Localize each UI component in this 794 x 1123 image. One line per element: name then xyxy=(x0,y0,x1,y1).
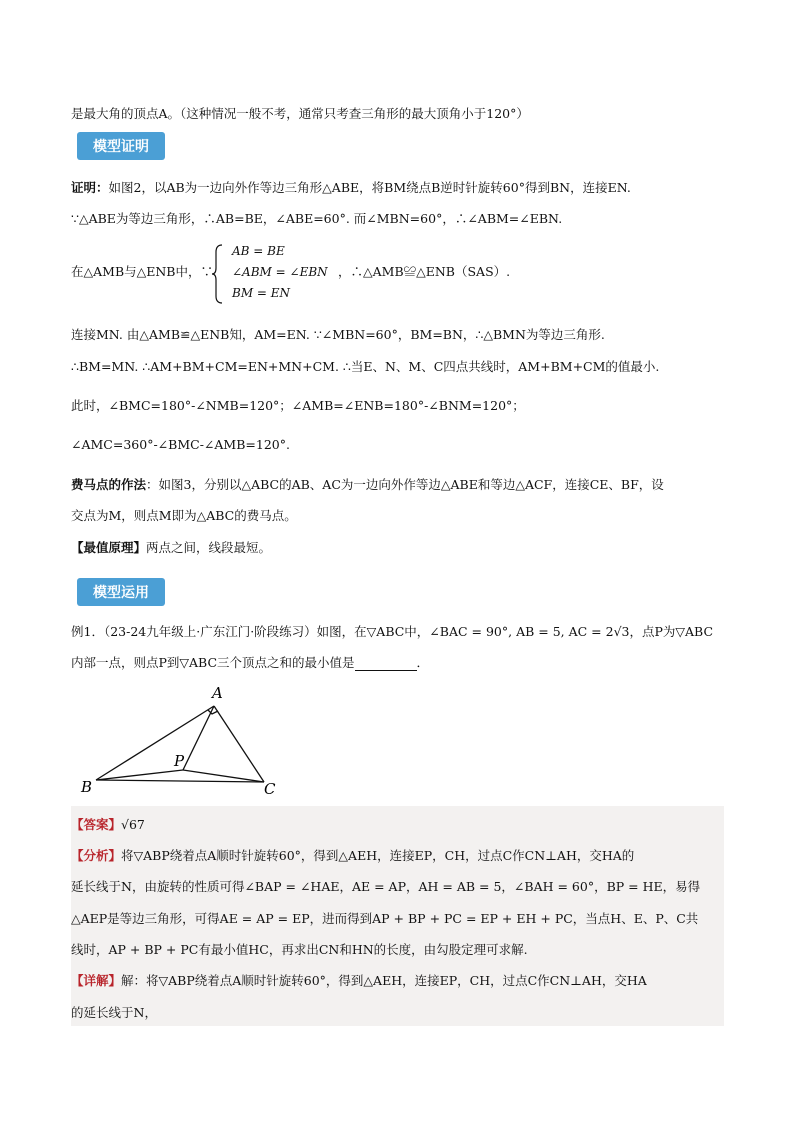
fermat-method-text: ：如图3，分别以△ABC的AB、AC为一边向外作等边△ABE和等边△ACF，连接CE、BF，设 xyxy=(146,477,664,492)
analysis-line-1 xyxy=(71,846,634,864)
section-badge-proof: 模型证明 xyxy=(77,132,165,160)
detail-line-1 xyxy=(71,971,647,989)
proof-label: 证明： xyxy=(71,180,109,195)
principle-text: 两点之间，线段最短。 xyxy=(146,540,272,555)
answer-blank xyxy=(355,658,417,671)
system-eq-2: ∠ABM = ∠EBN xyxy=(232,265,328,279)
analysis-line-3: △AEP是等边三角形，可得AE = AP = EP，进而得到AP + BP + PC = EP + EH + PC，当点H、E、P、C共 xyxy=(71,911,699,926)
analysis-text-1: 将▽ABP绕着点A顺时针旋转60°，得到△AEH，连接EP，CH，过点C作CN⊥AH，交HA的 xyxy=(121,848,635,863)
proof-line-3-left: 在△AMB与△ENB中，∵ xyxy=(71,264,213,279)
example-text-2: 内部一点，则点P到▽ABC三个顶点之和的最小值是 xyxy=(71,655,355,670)
proof-line-5: ∴BM=MN. ∴AM+BM+CM=EN+MN+CM. ∴当E、N、M、C四点共线时，AM+BM+CM的值最小. xyxy=(71,359,660,374)
fermat-method-label: 费马点的作法 xyxy=(71,477,147,492)
text-line-intro: 是最大角的顶点A。（这种情况一般不考，通常只考查三角形的最大顶角小于120°） xyxy=(71,106,529,121)
example-line-1: 例1．（23-24九年级上·广东江门·阶段练习）如图，在▽ABC中，∠BAC = 90°, AB = 5, AC = 2√3，点P为▽ABC xyxy=(71,624,714,639)
analysis-tag: 【分析】 xyxy=(71,848,122,863)
proof-line-6: 此时，∠BMC=180°-∠NMB=120°；∠AMB=∠ENB=180°-∠BNM=120°； xyxy=(71,398,525,413)
point-p-label: P xyxy=(174,752,185,770)
analysis-line-2: 延长线于N，由旋转的性质可得∠BAP = ∠HAE，AE = AP，AH = AB = 5，∠BAH = 60°，BP = HE，易得 xyxy=(71,879,701,894)
vertex-a-label: A xyxy=(212,684,223,702)
proof-text-1: 如图2，以AB为一边向外作等边三角形△ABE，将BM绕点B逆时针旋转60°得到BN，连接EN. xyxy=(108,180,631,195)
vertex-c-label: C xyxy=(264,780,276,798)
example-end: ． xyxy=(416,655,430,670)
section-badge-application: 模型运用 xyxy=(77,578,165,606)
left-brace-icon xyxy=(212,244,224,304)
detail-tag: 【详解】 xyxy=(71,973,122,988)
system-eq-1: AB = BE xyxy=(232,244,285,258)
segment-cp xyxy=(183,770,264,782)
answer-line xyxy=(71,815,145,833)
proof-line-3-right: ，∴△AMB≌△ENB（SAS）. xyxy=(338,264,511,279)
proof-line-7: ∠AMC=360°-∠BMC-∠AMB=120°. xyxy=(71,437,290,452)
fermat-method-line-2: 交点为M，则点M即为△ABC的费马点。 xyxy=(71,508,297,523)
triangle-figure xyxy=(78,684,288,800)
edge-ac xyxy=(214,706,264,782)
principle-label: 【最值原理】 xyxy=(71,540,147,555)
fermat-method-line-1 xyxy=(71,475,664,493)
vertex-b-label: B xyxy=(81,778,93,796)
answer-value: √67 xyxy=(121,817,145,832)
system-eq-3: BM = EN xyxy=(232,286,291,300)
edge-bc xyxy=(96,780,264,782)
example-line-2 xyxy=(71,653,429,671)
answer-tag: 【答案】 xyxy=(71,817,122,832)
detail-text-1: 解：将▽ABP绕着点A顺时针旋转60°，得到△AEH，连接EP，CH，过点C作CN⊥AH，交HA xyxy=(121,973,647,988)
analysis-line-4: 线时，AP + BP + PC有最小值HC，再求出CN和HN的长度，由勾股定理可求解. xyxy=(71,942,528,957)
proof-line-1 xyxy=(71,178,631,196)
principle-line xyxy=(71,538,271,556)
detail-line-2: 的延长线于N， xyxy=(71,1005,157,1020)
proof-line-2: ∵△ABE为等边三角形，∴AB=BE，∠ABE=60°. 而∠MBN=60°，∴∠ABM=∠EBN. xyxy=(71,211,563,226)
proof-line-4: 连接MN. 由△AMB≌△ENB知，AM=EN. ∵∠MBN=60°，BM=BN，∴△BMN为等边三角形. xyxy=(71,327,605,342)
